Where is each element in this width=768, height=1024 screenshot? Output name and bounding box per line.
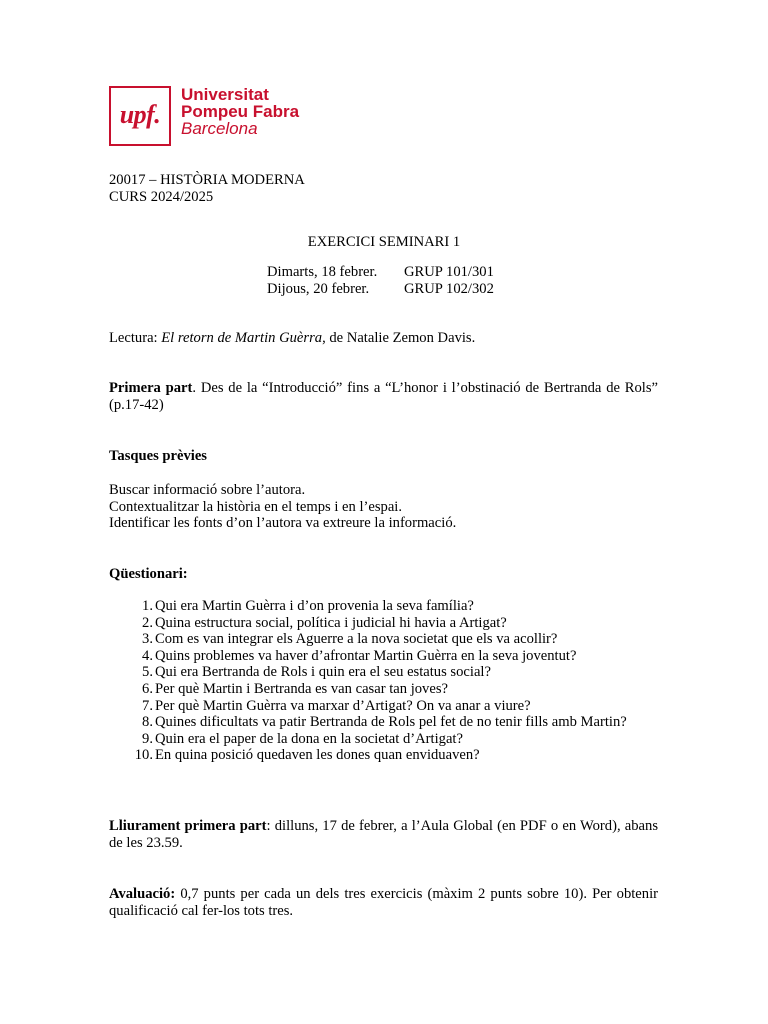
question-text: Quin era el paper de la dona en la societat d’Artigat?: [155, 730, 463, 747]
question-item: [109, 714, 669, 731]
part1-paragraph: [109, 380, 658, 413]
questionnaire-heading-text: Qüestionari:: [109, 566, 188, 582]
reading-label: Lectura:: [109, 330, 162, 346]
evaluation-text: 0,7 punts per cada un dels tres exercicis (màxim 2 punts sobre 10). Per obtenir qualificació cal fer-los tots tres.: [109, 886, 658, 919]
evaluation-paragraph: [109, 886, 658, 919]
task-item: Buscar informació sobre l’autora.: [109, 482, 306, 498]
logo-line-1: Universitat: [181, 85, 269, 104]
upf-logo: [109, 86, 299, 146]
schedule: [267, 264, 494, 297]
question-number: 5.: [142, 664, 153, 681]
question-number: 7.: [142, 697, 153, 714]
task-item: Contextualitzar la història en el temps i en l’espai.: [109, 498, 403, 515]
delivery-paragraph: [109, 818, 658, 851]
evaluation-label: Avaluació:: [109, 886, 176, 902]
question-text: Com es van integrar els Aguerre a la nova societat que els va acollir?: [155, 631, 558, 648]
upf-logo-mark: [109, 86, 171, 146]
question-item: [109, 598, 669, 615]
tasks-heading-text: Tasques prèvies: [109, 448, 207, 464]
schedule-group: GRUP 102/302: [404, 280, 494, 297]
schedule-group: GRUP 101/301: [404, 264, 494, 280]
tasks-list: [109, 482, 658, 532]
question-number: 6.: [142, 680, 153, 697]
question-text: Per què Martin i Bertranda es van casar tan joves?: [155, 680, 448, 697]
question-number: 10.: [134, 747, 153, 764]
question-text: Quines dificultats va patir Bertranda de Rols pel fet de no tenir fills amb Martin?: [155, 714, 627, 731]
question-item: [109, 615, 669, 632]
reading-book-title: El retorn de Martin Guèrra: [161, 330, 323, 346]
schedule-row: [267, 264, 494, 281]
question-item: [109, 747, 669, 764]
question-number: 3.: [142, 631, 153, 648]
question-number: 1.: [142, 598, 153, 614]
question-text: Qui era Martin Guèrra i d’on provenia la seva família?: [155, 598, 474, 614]
part1-label: Primera part: [109, 380, 193, 396]
reading-author: , de Natalie Zemon Davis.: [322, 330, 476, 346]
reading-line: [109, 330, 658, 347]
delivery-text: : dilluns, 17 de febrer, a l’Aula Global (en PDF o en Word), abans de les 23.59.: [109, 818, 658, 851]
course-year: CURS 2024/2025: [109, 188, 214, 205]
question-text: En quina posició quedaven les dones quan enviduaven?: [155, 747, 480, 764]
question-item: [109, 648, 669, 665]
part1-text: . Des de la “Introducció” fins a “L’honor i l’obstinació de Bertranda de Rols” (p.17-42): [109, 380, 658, 413]
question-text: Per què Martin Guèrra va marxar d’Artigat? On va anar a viure?: [155, 697, 531, 714]
course-code-title: 20017 – HISTÒRIA MODERNA: [109, 172, 305, 188]
question-number: 4.: [142, 647, 153, 664]
logo-line-2: Pompeu Fabra: [181, 102, 300, 121]
exercise-title: EXERCICI SEMINARI 1: [307, 234, 461, 250]
question-text: Quins problemes va haver d’afrontar Martin Guèrra en la seva joventut?: [155, 647, 577, 664]
question-item: [109, 664, 669, 681]
question-number: 8.: [142, 714, 153, 731]
question-number: 2.: [142, 614, 153, 631]
upf-logo-wordmark: [181, 86, 299, 137]
upf-logo-mark-text: upf.: [119, 99, 161, 129]
question-item: [109, 698, 669, 715]
logo-line-3: Barcelona: [181, 119, 258, 138]
question-item: [109, 681, 669, 698]
schedule-row: [267, 281, 494, 298]
question-item: [109, 731, 669, 748]
question-text: Qui era Bertranda de Rols i quin era el seu estatus social?: [155, 664, 491, 681]
question-number: 9.: [142, 730, 153, 747]
tasks-heading: [109, 448, 658, 465]
schedule-date: Dimarts, 18 febrer.: [267, 264, 378, 280]
questionnaire-list: [109, 598, 669, 764]
course-header: [109, 172, 658, 205]
question-text: Quina estructura social, política i judicial hi havia a Artigat?: [155, 614, 507, 631]
schedule-date: Dijous, 20 febrer.: [267, 280, 370, 297]
question-item: [109, 631, 669, 648]
questionnaire-heading: [109, 566, 658, 583]
delivery-label: Lliurament primera part: [109, 818, 267, 834]
task-item: Identificar les fonts d’on l’autora va extreure la informació.: [109, 515, 457, 532]
